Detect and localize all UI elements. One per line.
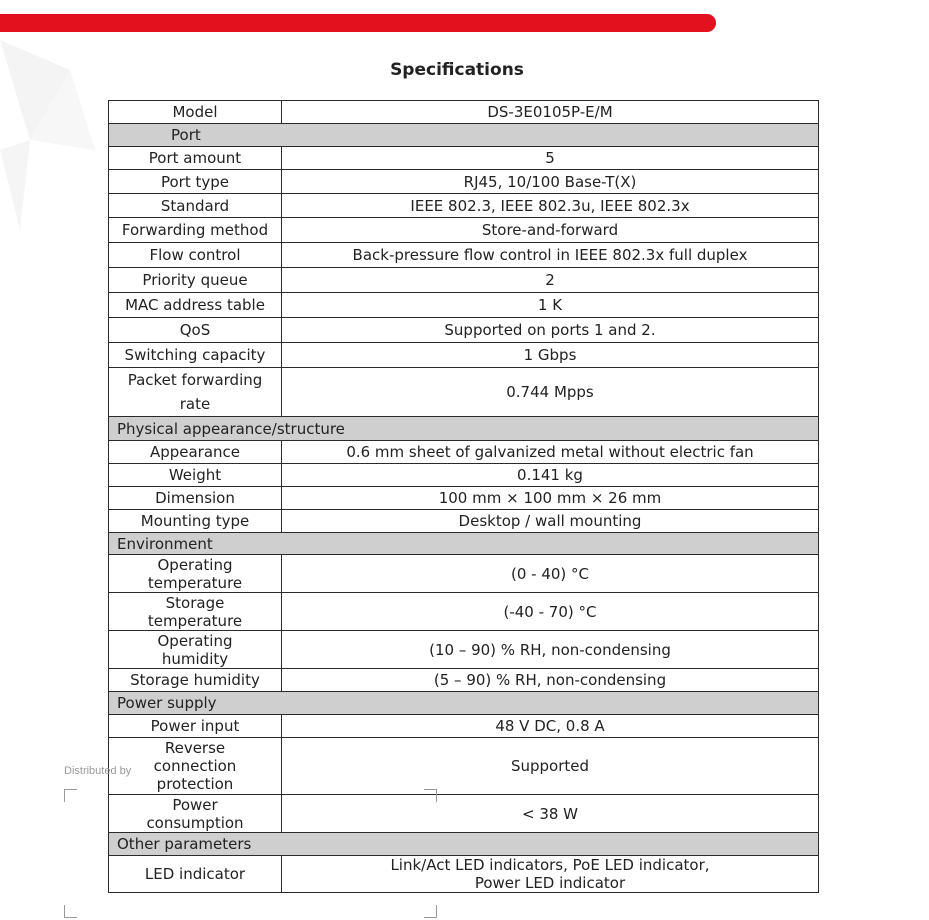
spec-value: Supported xyxy=(282,738,819,795)
spec-label xyxy=(109,738,282,795)
specifications-table xyxy=(108,100,819,893)
section-physical: Physical appearance/structure xyxy=(109,417,819,441)
spec-value: 100 mm × 100 mm × 26 mm xyxy=(282,487,819,510)
spec-value xyxy=(282,856,819,893)
corner-mark xyxy=(64,789,77,802)
spec-label: QoS xyxy=(109,318,282,343)
spec-label-line: connection xyxy=(153,757,237,775)
spec-value: 5 xyxy=(282,147,819,170)
section-power: Power supply xyxy=(109,692,819,715)
corner-mark xyxy=(424,905,437,918)
spec-value: IEEE 802.3, IEEE 802.3u, IEEE 802.3x xyxy=(282,194,819,218)
spec-value: Supported on ports 1 and 2. xyxy=(282,318,819,343)
spec-value: (0 - 40) °C xyxy=(282,555,819,593)
spec-value: (10 – 90) % RH, non-condensing xyxy=(282,631,819,669)
spec-label: Appearance xyxy=(109,441,282,464)
spec-label: Power input xyxy=(109,715,282,738)
table-row xyxy=(109,441,819,464)
spec-label: Mounting type xyxy=(109,510,282,533)
table-row xyxy=(109,631,819,669)
spec-label: Port amount xyxy=(109,147,282,170)
spec-label: Priority queue xyxy=(109,268,282,293)
spec-label: Flow control xyxy=(109,243,282,268)
table-row xyxy=(109,268,819,293)
table-row xyxy=(109,343,819,368)
spec-value: 48 V DC, 0.8 A xyxy=(282,715,819,738)
table-row xyxy=(109,593,819,631)
table-row xyxy=(109,318,819,343)
spec-value: DS-3E0105P-E/M xyxy=(282,101,819,124)
table-row xyxy=(109,194,819,218)
section-header xyxy=(109,124,819,147)
spec-value: < 38 W xyxy=(282,795,819,833)
spec-label-line: protection xyxy=(156,775,234,793)
section-port: Port xyxy=(109,124,819,147)
table-row xyxy=(109,170,819,194)
spec-label xyxy=(109,555,282,593)
spec-value: 1 K xyxy=(282,293,819,318)
spec-label: Storage humidity xyxy=(109,669,282,692)
spec-label: Weight xyxy=(109,464,282,487)
section-other: Other parameters xyxy=(109,833,819,856)
spec-label: Dimension xyxy=(109,487,282,510)
spec-label-line: temperature xyxy=(147,573,243,592)
page-title: Specifications xyxy=(390,60,524,80)
table-row xyxy=(109,243,819,268)
spec-label-line: Storage xyxy=(165,593,225,612)
corner-mark xyxy=(64,905,77,918)
table-row xyxy=(109,464,819,487)
spec-value: 2 xyxy=(282,268,819,293)
spec-value: 0.141 kg xyxy=(282,464,819,487)
table-row xyxy=(109,555,819,593)
spec-value: Store-and-forward xyxy=(282,218,819,243)
spec-label xyxy=(109,593,282,631)
spec-label: Model xyxy=(109,101,282,124)
table-row xyxy=(109,101,819,124)
spec-value: RJ45, 10/100 Base-T(X) xyxy=(282,170,819,194)
table-row xyxy=(109,669,819,692)
spec-label-line: Packet forwarding xyxy=(127,371,263,389)
spec-label: Forwarding method xyxy=(109,218,282,243)
spec-label-line: temperature xyxy=(147,611,243,630)
spec-label-line: Reverse xyxy=(164,739,226,757)
spec-value: Desktop / wall mounting xyxy=(282,510,819,533)
spec-label xyxy=(109,795,282,833)
spec-label-line: consumption xyxy=(146,813,244,832)
table-row xyxy=(109,510,819,533)
spec-label: LED indicator xyxy=(109,856,282,893)
spec-value: (-40 - 70) °C xyxy=(282,593,819,631)
section-header xyxy=(109,417,819,441)
table-row xyxy=(109,795,819,833)
distributor-label: Distributed by xyxy=(64,765,132,777)
table-row xyxy=(109,293,819,318)
section-header xyxy=(109,533,819,555)
table-row xyxy=(109,487,819,510)
section-environment: Environment xyxy=(109,533,819,555)
spec-value-line: Power LED indicator xyxy=(474,874,626,892)
spec-label: MAC address table xyxy=(109,293,282,318)
table-row xyxy=(109,715,819,738)
spec-label-line: humidity xyxy=(161,649,229,668)
spec-label-line: Operating xyxy=(157,631,233,650)
spec-value: 0.6 mm sheet of galvanized metal without electric fan xyxy=(282,441,819,464)
section-header xyxy=(109,692,819,715)
table-row xyxy=(109,368,819,417)
spec-value: Back-pressure flow control in IEEE 802.3x full duplex xyxy=(282,243,819,268)
spec-label-line: Operating xyxy=(157,555,233,574)
spec-label-line: rate xyxy=(179,395,211,413)
table-row xyxy=(109,218,819,243)
spec-label-line: Power xyxy=(172,795,218,814)
table-row xyxy=(109,738,819,795)
corner-mark xyxy=(424,789,437,802)
spec-label: Standard xyxy=(109,194,282,218)
spec-value-line: Link/Act LED indicators, PoE LED indicator, xyxy=(390,856,710,874)
spec-value: 0.744 Mpps xyxy=(282,368,819,417)
spec-label xyxy=(109,631,282,669)
section-header xyxy=(109,833,819,856)
spec-value: (5 – 90) % RH, non-condensing xyxy=(282,669,819,692)
spec-label xyxy=(109,368,282,417)
spec-label: Switching capacity xyxy=(109,343,282,368)
table-row xyxy=(109,856,819,893)
spec-value: 1 Gbps xyxy=(282,343,819,368)
spec-label: Port type xyxy=(109,170,282,194)
table-row xyxy=(109,147,819,170)
